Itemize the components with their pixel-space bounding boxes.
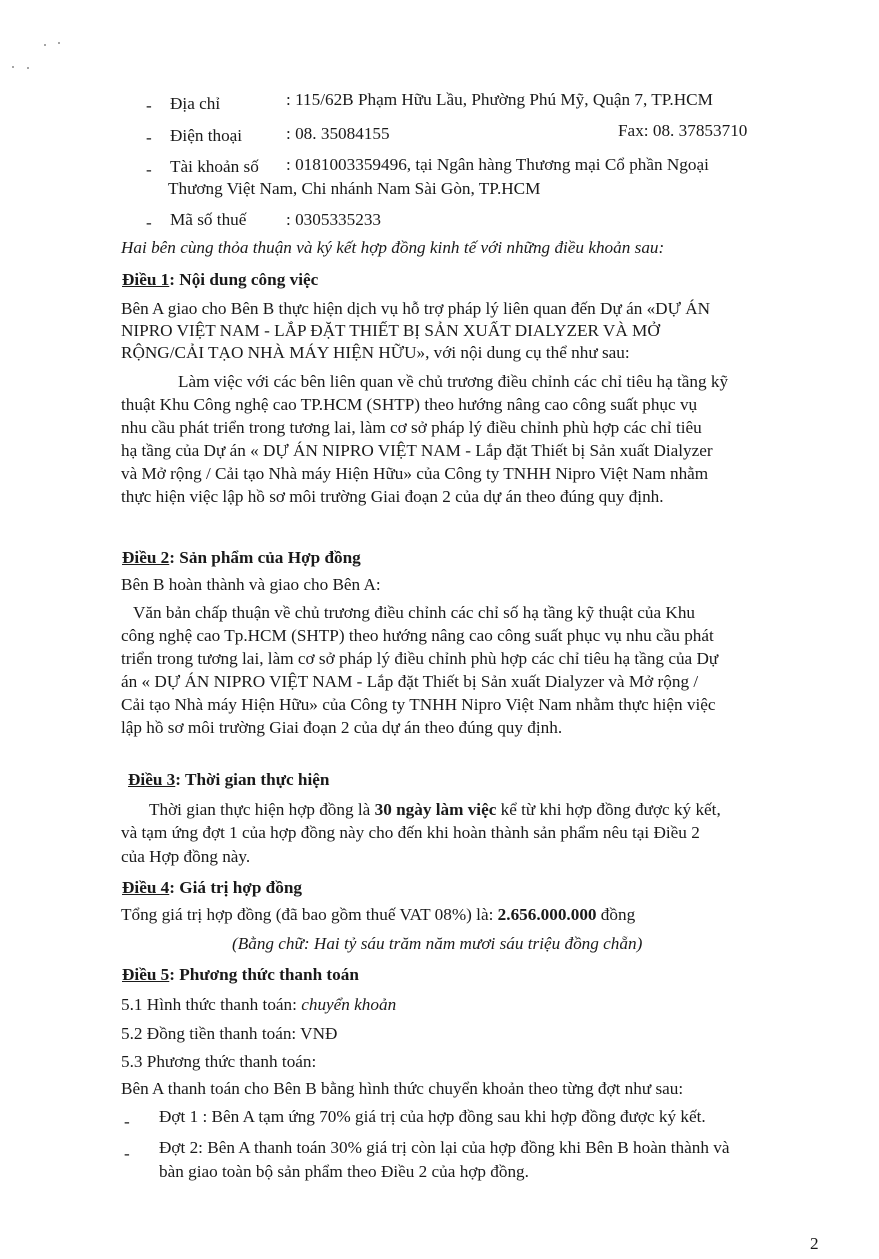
scan-speck	[27, 67, 29, 69]
article-2-line: án « DỰ ÁN NIPRO VIỆT NAM - Lắp đặt Thiết bị Sản xuất Dialyzer và Mở rộng /	[121, 672, 699, 691]
account-value: : 0181003359496, tại Ngân hàng Thương mại Cổ phần Ngoại	[286, 155, 709, 174]
article-5-number: Điều 5	[122, 965, 170, 984]
article-3-heading	[128, 768, 329, 791]
article-2-line: triển trong tương lai, làm cơ sở pháp lý điều chỉnh phù hợp các chỉ tiêu hạ tầng của Dự	[121, 649, 719, 668]
bullet-dash: -	[146, 128, 152, 147]
article-5-title: : Phương thức thanh toán	[169, 965, 359, 984]
article-3-line: của Hợp đồng này.	[121, 847, 251, 866]
article-3-number: Điều 3	[128, 770, 176, 789]
tax-label: Mã số thuế	[170, 210, 247, 229]
article-1-detail-line: nhu cầu phát triển trong tương lai, làm cơ sở pháp lý điều chỉnh phù hợp các chỉ tiêu	[121, 418, 702, 437]
article-1-line: Bên A giao cho Bên B thực hiện dịch vụ hỗ trợ pháp lý liên quan đến Dự án «DỰ ÁN	[121, 299, 711, 318]
payment-form	[121, 993, 396, 1016]
payment-stage-1: Đợt 1 : Bên A tạm ứng 70% giá trị của hợp đồng sau khi hợp đồng được ký kết.	[159, 1107, 706, 1126]
article-1-detail-line: hạ tầng của Dự án « DỰ ÁN NIPRO VIỆT NAM - Lắp đặt Thiết bị Sản xuất Dialyzer	[121, 441, 713, 460]
article-1-number: Điều 1	[122, 270, 170, 289]
article-3-title: : Thời gian thực hiện	[175, 770, 330, 789]
article-2-line: Cải tạo Nhà máy Hiện Hữu» của Công ty TNHH Nipro Việt Nam nhằm thực hiện việc	[121, 695, 716, 714]
article-3-text: Thời gian thực hiện hợp đồng là	[149, 800, 375, 819]
bullet-dash: -	[124, 1144, 130, 1163]
article-2-heading	[122, 546, 361, 569]
payment-currency: 5.2 Đồng tiền thanh toán: VNĐ	[121, 1024, 338, 1043]
bullet-dash: -	[146, 96, 152, 115]
scan-speck	[44, 44, 46, 46]
work-days: 30 ngày làm việc	[374, 800, 497, 819]
article-3-line: và tạm ứng đợt 1 của hợp đồng này cho đến khi hoàn thành sản phẩm nêu tại Điều 2	[121, 823, 700, 842]
article-3-text: kể từ khi hợp đồng được ký kết,	[496, 800, 721, 819]
article-4-title: : Giá trị hợp đồng	[169, 878, 302, 897]
article-1-detail-line: Làm việc với các bên liên quan về chủ trương điều chỉnh các chỉ tiêu hạ tầng kỹ	[178, 372, 729, 391]
fax-value: Fax: 08. 37853710	[618, 121, 748, 140]
article-1-heading	[122, 268, 318, 291]
scan-speck	[58, 42, 60, 44]
contract-total-line	[121, 903, 635, 926]
article-4-heading	[122, 876, 302, 899]
bullet-dash: -	[146, 160, 152, 179]
article-1-title: : Nội dung công việc	[169, 270, 319, 289]
article-2-line: lập hồ sơ môi trường Giai đoạn 2 của dự án theo đúng quy định.	[121, 718, 563, 737]
payment-method-label: 5.3 Phương thức thanh toán:	[121, 1052, 317, 1071]
article-3-line	[149, 798, 721, 821]
phone-label: Điện thoại	[170, 126, 243, 145]
article-5-heading	[122, 963, 359, 986]
address-label: Địa chỉ	[170, 94, 221, 113]
article-1-detail-line: và Mở rộng / Cải tạo Nhà máy Hiện Hữu» của Công ty TNHH Nipro Việt Nam nhằm	[121, 464, 709, 483]
payment-stage-2: Đợt 2: Bên A thanh toán 30% giá trị còn lại của hợp đồng khi Bên B hoàn thành và	[159, 1138, 730, 1157]
article-1-line: RỘNG/CẢI TẠO NHÀ MÁY HIỆN HỮU», với nội dung cụ thể như sau:	[121, 343, 630, 362]
payment-form-value: chuyển khoản	[301, 995, 397, 1014]
contract-total-amount: 2.656.000.000	[497, 905, 597, 924]
payment-stage-2-cont: bàn giao toàn bộ sản phẩm theo Điều 2 của hợp đồng.	[159, 1162, 529, 1181]
payment-form-label: 5.1 Hình thức thanh toán:	[121, 995, 302, 1014]
bullet-dash: -	[124, 1112, 130, 1131]
article-1-detail-line: thực hiện việc lập hồ sơ môi trường Giai đoạn 2 của dự án theo đúng quy định.	[121, 487, 664, 506]
page-number: 2	[810, 1234, 819, 1253]
article-2-line: công nghệ cao Tp.HCM (SHTP) theo hướng nâng cao công suất phục vụ nhu cầu phát	[121, 626, 714, 645]
article-4-number: Điều 4	[122, 878, 170, 897]
article-2-intro: Bên B hoàn thành và giao cho Bên A:	[121, 575, 381, 594]
address-value: : 115/62B Phạm Hữu Lầu, Phường Phú Mỹ, Quận 7, TP.HCM	[286, 90, 713, 109]
tax-value: : 0305335233	[286, 210, 382, 229]
article-2-number: Điều 2	[122, 548, 170, 567]
article-1-line: NIPRO VIỆT NAM - LẮP ĐẶT THIẾT BỊ SẢN XUẤT DIALYZER VÀ MỞ	[121, 321, 660, 340]
payment-intro: Bên A thanh toán cho Bên B bằng hình thức chuyển khoản theo từng đợt như sau:	[121, 1079, 684, 1098]
article-2-line: Văn bản chấp thuận về chủ trương điều chỉnh các chỉ số hạ tầng kỹ thuật của Khu	[133, 603, 696, 622]
scan-speck	[12, 66, 14, 68]
contract-total-text: Tổng giá trị hợp đồng (đã bao gồm thuế VAT 08%) là:	[121, 905, 498, 924]
phone-value: : 08. 35084155	[286, 124, 390, 143]
amount-in-words: (Bằng chữ: Hai tỷ sáu trăm năm mươi sáu triệu đồng chẵn)	[232, 934, 643, 953]
article-2-title: : Sản phẩm của Hợp đồng	[169, 548, 361, 567]
account-label: Tài khoản số	[170, 157, 259, 176]
bullet-dash: -	[146, 213, 152, 232]
account-value-cont: Thương Việt Nam, Chi nhánh Nam Sài Gòn, TP.HCM	[168, 179, 541, 198]
agreement-intro: Hai bên cùng thỏa thuận và ký kết hợp đồng kinh tế với những điều khoản sau:	[121, 238, 665, 257]
article-1-detail-line: thuật Khu Công nghệ cao TP.HCM (SHTP) theo hướng nâng cao công suất phục vụ	[121, 395, 698, 414]
contract-total-currency: đồng	[596, 905, 636, 924]
